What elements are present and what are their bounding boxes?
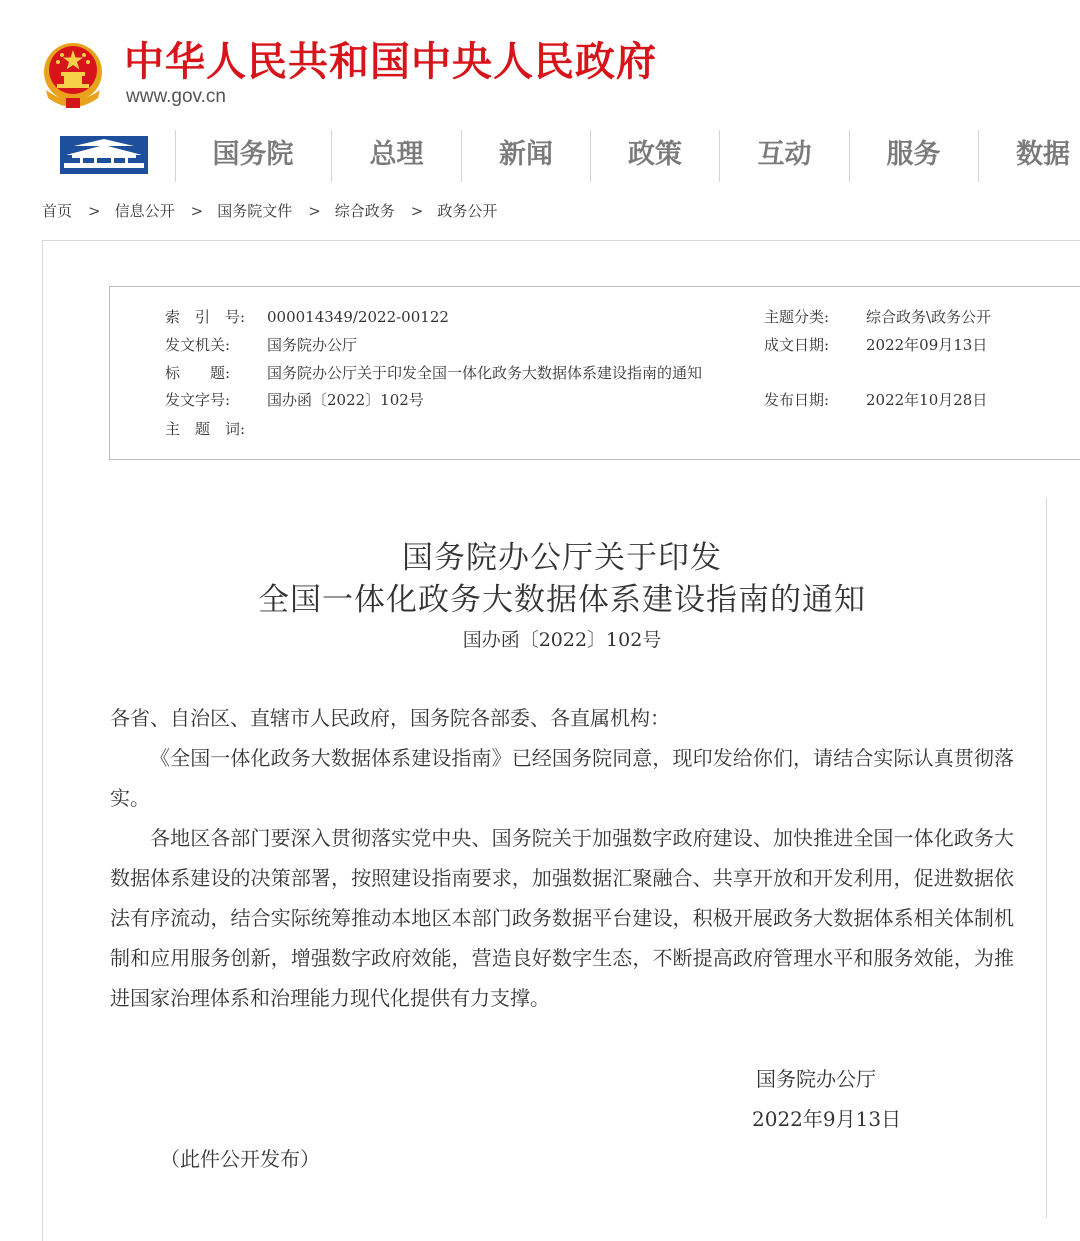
- chevron-right-icon: >: [410, 202, 424, 220]
- breadcrumb-gov-affairs-public[interactable]: 政务公开: [437, 202, 498, 220]
- meta-category-label: 主题分类:: [764, 308, 830, 326]
- meta-docno-label: 发文字号:: [165, 391, 231, 409]
- breadcrumb-info-public[interactable]: 信息公开: [114, 202, 175, 220]
- meta-index-label: 索 引 号:: [165, 308, 246, 326]
- meta-title-label: 标 题:: [165, 364, 231, 382]
- meta-published-value: 2022年10月28日: [866, 391, 988, 409]
- meta-issuer-value: 国务院办公厅: [267, 336, 358, 354]
- breadcrumb-state-council-docs[interactable]: 国务院文件: [217, 202, 293, 220]
- document-number: 国办函〔2022〕102号: [462, 629, 662, 651]
- national-emblem-icon[interactable]: [40, 40, 106, 112]
- chevron-right-icon: >: [308, 202, 321, 220]
- breadcrumb-home[interactable]: 首页: [42, 202, 73, 220]
- document-paragraph: 各地区各部门要深入贯彻落实党中央、国务院关于加强数字政府建设、加快推进全国一体化政务大数据体系建设的决策部署，按照建设指南要求，加强数据汇聚融合、共享开放和开发利用，促进数据依法有序流动，结合实际统筹推动本地区本部门政务数据平台建设，积极开展政务大数据体系相关体制机制和应用服务创新，增强数字政府效能，营造良好数字生态，不断提高政府管理水平和服务效能，为推进国家治理体系和治理能力现代化提供有力支撑。: [110, 826, 1014, 1010]
- document-body: [110, 698, 1014, 1018]
- nav-item-hudong[interactable]: 互动: [757, 139, 812, 170]
- breadcrumb-general-affairs[interactable]: 综合政务: [334, 202, 395, 220]
- document-title-line1: 国务院办公厅关于印发: [402, 540, 722, 576]
- nav-item-zongli[interactable]: 总理: [369, 139, 424, 170]
- tiananmen-logo-icon[interactable]: [60, 136, 148, 174]
- meta-index-value: 000014349/2022-00122: [267, 308, 449, 326]
- site-header: [0, 0, 1080, 120]
- meta-issuer-label: 发文机关:: [165, 336, 231, 354]
- document-signatory: 国务院办公厅: [756, 1067, 876, 1091]
- meta-title-value: 国务院办公厅关于印发全国一体化政务大数据体系建设指南的通知: [267, 364, 703, 382]
- meta-category-value: 综合政务\政务公开: [866, 308, 992, 326]
- breadcrumb: [42, 198, 497, 224]
- meta-written-value: 2022年09月13日: [866, 336, 988, 354]
- document-salutation: 各省、自治区、直辖市人民政府，国务院各部委、各直属机构：: [110, 706, 670, 730]
- nav-item-fuwu[interactable]: 服务: [886, 139, 941, 170]
- meta-written-label: 成文日期:: [764, 336, 830, 354]
- document-paragraph: 《全国一体化政务大数据体系建设指南》已经国务院同意，现印发给你们，请结合实际认真贯彻落实。: [110, 746, 1014, 810]
- chevron-right-icon: >: [88, 202, 101, 220]
- nav-item-shuju[interactable]: 数据: [1016, 139, 1070, 170]
- chevron-right-icon: >: [190, 202, 204, 220]
- document-date: 2022年9月13日: [752, 1107, 902, 1131]
- meta-docno-value: 国办函〔2022〕102号: [267, 391, 424, 409]
- site-title[interactable]: 中华人民共和国中央人民政府: [124, 39, 657, 85]
- nav-item-zhengce[interactable]: 政策: [628, 139, 682, 170]
- nav-item-xinwen[interactable]: 新闻: [499, 139, 553, 170]
- document-publish-note: （此件公开发布）: [160, 1147, 320, 1171]
- site-domain: www.gov.cn: [126, 86, 226, 107]
- nav-item-guowuyuan[interactable]: 国务院: [212, 139, 294, 170]
- meta-keywords-label: 主 题 词:: [165, 420, 246, 438]
- document-title-line2: 全国一体化政务大数据体系建设指南的通知: [258, 582, 866, 618]
- main-nav: [0, 126, 1080, 184]
- meta-published-label: 发布日期:: [764, 391, 830, 409]
